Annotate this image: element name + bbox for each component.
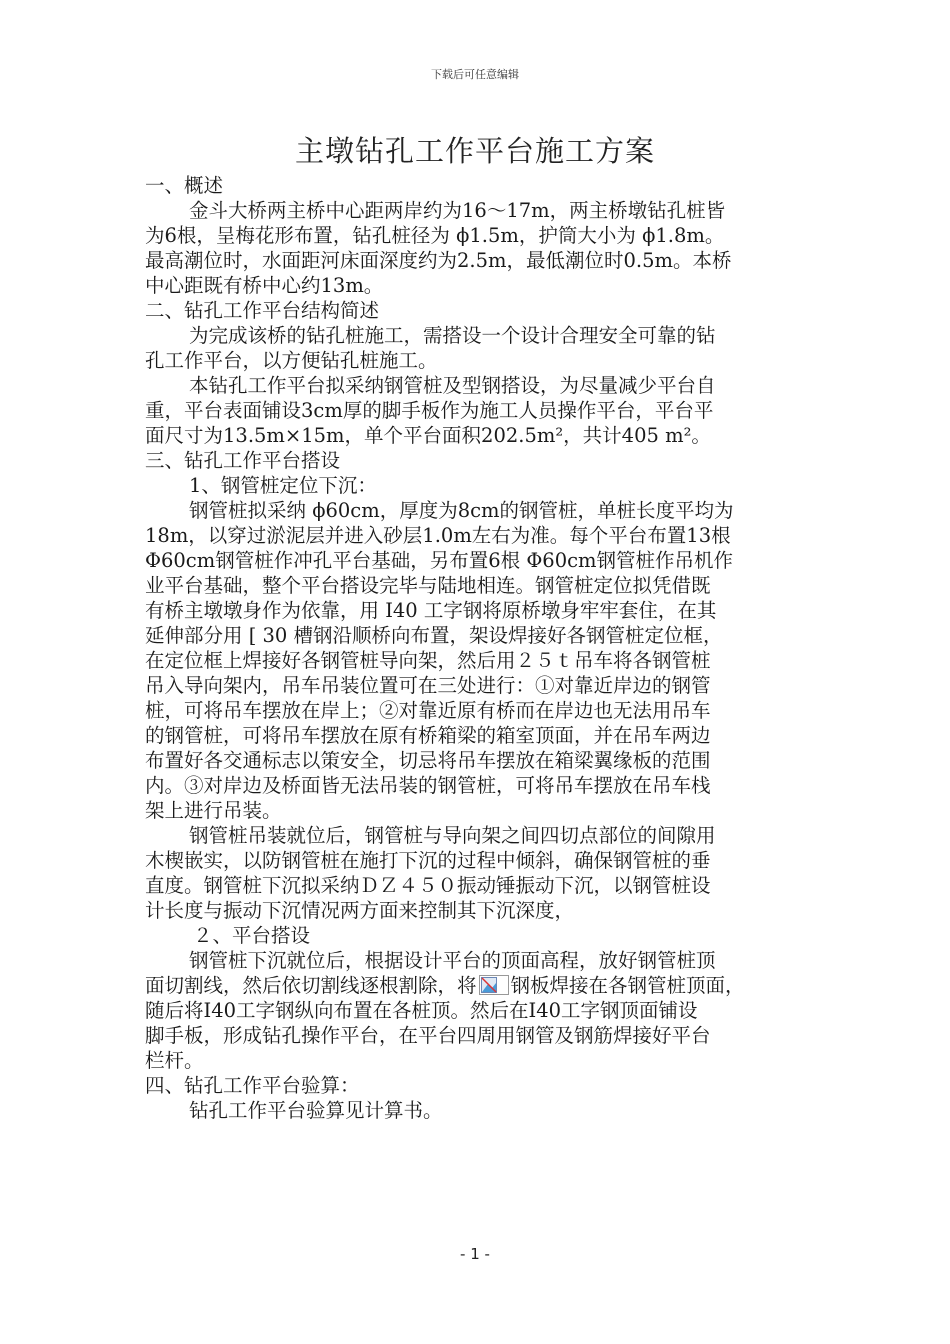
document-body [145,173,810,1123]
broken-image-icon [479,975,509,995]
paragraph-text: 钢板焊接在各钢管桩顶面， [510,974,745,997]
paragraph-line: 中心距既有桥中心约13m。 [145,274,384,297]
paragraph-line: 为完成该桥的钻孔桩施工，需搭设一个设计合理安全可靠的钻 [189,324,716,347]
paragraph-line: 脚手板，形成钻孔操作平台，在平台四周用钢管及钢筋焊接好平台 [145,1024,711,1047]
paragraph-line: 内。③对岸边及桥面皆无法吊装的钢管桩，可将吊车摆放在吊车栈 [145,774,711,797]
paragraph-line: 直度。钢管桩下沉拟采纳ＤＺ４５０振动锤振动下沉，以钢管桩设 [145,874,711,897]
paragraph-line: 栏杆。 [145,1049,204,1072]
paragraph-line: 吊入导向架内，吊车吊装位置可在三处进行：①对靠近岸边的钢管 [145,674,711,697]
page-number: - 1 - [460,1245,490,1263]
paragraph-line: 金斗大桥两主桥中心距两岸约为16～17m，两主桥墩钻孔桩皆 [189,199,726,222]
paragraph-line: 孔工作平台，以方便钻孔桩施工。 [145,349,438,372]
section-heading: 一、概述 [145,174,224,197]
paragraph-line: Φ60cm钢管桩作冲孔平台基础，另布置6根 Φ60cm钢管桩作吊机作 [145,549,734,572]
paragraph-line: 本钻孔工作平台拟采纳钢管桩及型钢搭设，为尽量减少平台自 [189,374,716,397]
paragraph-line: 面尺寸为13.5m×15m，单个平台面积202.5m²，共计405 m²。 [145,424,711,447]
paragraph-line: 钻孔工作平台验算见计算书。 [189,1099,443,1122]
section-heading: 三、钻孔工作平台搭设 [145,449,341,472]
paragraph-line: 的钢管桩，可将吊车摆放在原有桥箱梁的箱室顶面，并在吊车两边 [145,724,711,747]
paragraph-line: 延伸部分用 [ 30 槽钢沿顺桥向布置，架设焊接好各钢管桩定位框， [145,624,723,647]
paragraph-line: 随后将I40工字钢纵向布置在各桩顶。然后在I40工字钢顶面铺设 [145,999,698,1022]
paragraph-line: 有桥主墩墩身作为依靠，用 I40 工字钢将原桥墩身牢牢套住，在其 [145,599,717,622]
paragraph-line: 桩，可将吊车摆放在岸上；②对靠近原有桥而在岸边也无法用吊车 [145,699,711,722]
subsection-heading: 1、钢管桩定位下沉： [189,474,377,497]
page-header-note: 下载后可任意编辑 [431,68,519,81]
paragraph-line: 布置好各交通标志以策安全，切忌将吊车摆放在箱梁翼缘板的范围 [145,749,711,772]
document-title: 主墩钻孔工作平台施工方案 [294,134,655,168]
subsection-heading: ２、平台搭设 [193,924,311,947]
paragraph-line: 架上进行吊装。 [145,799,282,822]
paragraph-line: 业平台基础，整个平台搭设完毕与陆地相连。钢管桩定位拟凭借既 [145,574,711,597]
section-heading: 二、钻孔工作平台结构简述 [145,299,380,322]
paragraph-line: 木楔嵌实，以防钢管桩在施打下沉的过程中倾斜，确保钢管桩的垂 [145,849,711,872]
paragraph-line: 钢管桩拟采纳 ϕ60cm，厚度为8cm的钢管桩，单桩长度平均为 [189,499,734,522]
section-heading: 四、钻孔工作平台验算： [145,1074,360,1097]
paragraph-line: 最高潮位时，水面距河床面深度约为2.5m，最低潮位时0.5m。本桥 [145,249,732,272]
paragraph-line-with-image [145,973,810,998]
paragraph-line: 重，平台表面铺设3cm厚的脚手板作为施工人员操作平台，平台平 [145,399,714,422]
paragraph-text: 面切割线，然后依切割线逐根割除，将 [145,974,477,997]
paragraph-line: 钢管桩吊装就位后，钢管桩与导向架之间四切点部位的间隙用 [189,824,716,847]
paragraph-line: 在定位框上焊接好各钢管桩导向架，然后用２５ｔ吊车将各钢管桩 [145,649,711,672]
paragraph-line: 钢管桩下沉就位后，根据设计平台的顶面高程，放好钢管桩顶 [189,949,716,972]
paragraph-line: 为6根，呈梅花形布置，钻孔桩径为 ϕ1.5m，护筒大小为 ϕ1.8m。 [145,224,725,247]
paragraph-line: 18m，以穿过淤泥层并进入砂层1.0m左右为准。每个平台布置13根 [145,524,731,547]
paragraph-line: 计长度与振动下沉情况两方面来控制其下沉深度， [145,899,575,922]
